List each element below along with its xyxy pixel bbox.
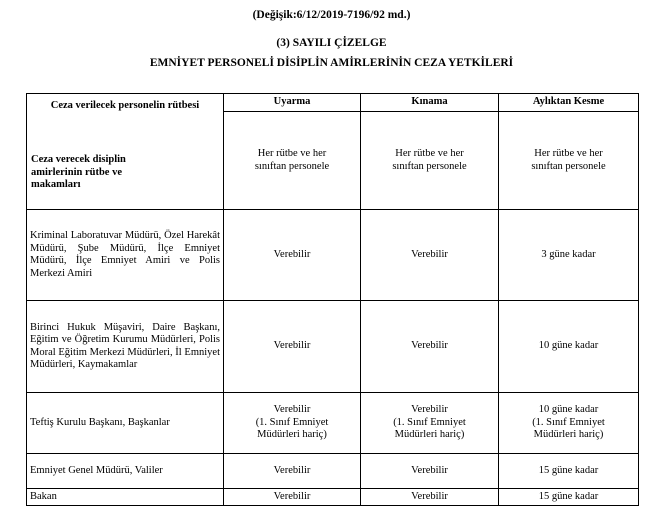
aylik-kesme-cell: 15 güne kadar [499,454,639,489]
kinama-note: (1. Sınıf Emniyet Müdürleri hariç) [393,416,466,441]
rank-cell: Bakan [27,489,224,506]
aylik-kesme-cell: 15 güne kadar [499,489,639,506]
kinama-cell: Verebilir [361,301,499,393]
kinama-cell [361,393,499,454]
corner-top-label: Ceza verilecek personelin rütbesi [50,100,200,111]
applies-to-kinama: Her rütbe ve her sınıftan personele [361,112,499,210]
rank-cell: Emniyet Genel Müdürü, Valiler [27,454,224,489]
corner-cell [27,94,224,210]
table-row [27,301,639,393]
column-header-aylik-kesme: Aylıktan Kesme [499,94,639,112]
kinama-value: Verebilir [411,404,448,416]
schedule-number: (3) SAYILI ÇİZELGE [276,37,387,49]
aylik-kesme-cell: 10 güne kadar [499,301,639,393]
uyarma-cell: Verebilir [224,301,361,393]
page-title: EMNİYET PERSONELİ DİSİPLİN AMİRLERİNİN CEZA YETKİLERİ [149,57,514,69]
uyarma-note: (1. Sınıf Emniyet Müdürleri hariç) [255,416,329,441]
table-row [27,489,639,506]
uyarma-cell: Verebilir [224,210,361,301]
column-header-uyarma: Uyarma [224,94,361,112]
applies-to-aylik-kesme: Her rütbe ve her sınıftan personele [499,112,639,210]
penalty-authority-table [26,93,639,506]
aylik-kesme-cell: 3 güne kadar [499,210,639,301]
table-row [27,454,639,489]
table-row [27,210,639,301]
applies-to-uyarma: Her rütbe ve her sınıftan personele [224,112,361,210]
rank-cell: Kriminal Laboratuvar Müdürü, Özel Harekât Müdürü, Şube Müdürü, İlçe Emniyet Müdürü, İlçe Emniyet Amiri ve Polis Merkezi Amiri [27,210,224,301]
uyarma-cell: Verebilir [224,454,361,489]
aylik-kesme-value: 10 güne kadar [538,404,599,416]
uyarma-cell: Verebilir [224,489,361,506]
rank-cell: Birinci Hukuk Müşaviri, Daire Başkanı, Eğitim ve Öğretim Kurumu Müdürleri, Polis Moral Eğitim Merkezi Müdürleri, İl Emniyet Müdürleri, Kaymakamlar [27,301,224,393]
uyarma-value: Verebilir [273,404,311,416]
column-header-kinama: Kınama [361,94,499,112]
table-header-row [27,94,639,112]
aylik-kesme-cell [499,393,639,454]
rank-cell: Teftiş Kurulu Başkanı, Başkanlar [27,393,224,454]
aylik-kesme-note: (1. Sınıf Emniyet Müdürleri hariç) [532,416,605,441]
amendment-note: (Değişik:6/12/2019-7196/92 md.) [252,9,411,21]
uyarma-cell [224,393,361,454]
table-row [27,393,639,454]
kinama-cell: Verebilir [361,210,499,301]
kinama-cell: Verebilir [361,454,499,489]
corner-bottom-label: Ceza verecek disiplin amirlerinin rütbe ve makamları [31,154,126,190]
kinama-cell: Verebilir [361,489,499,506]
